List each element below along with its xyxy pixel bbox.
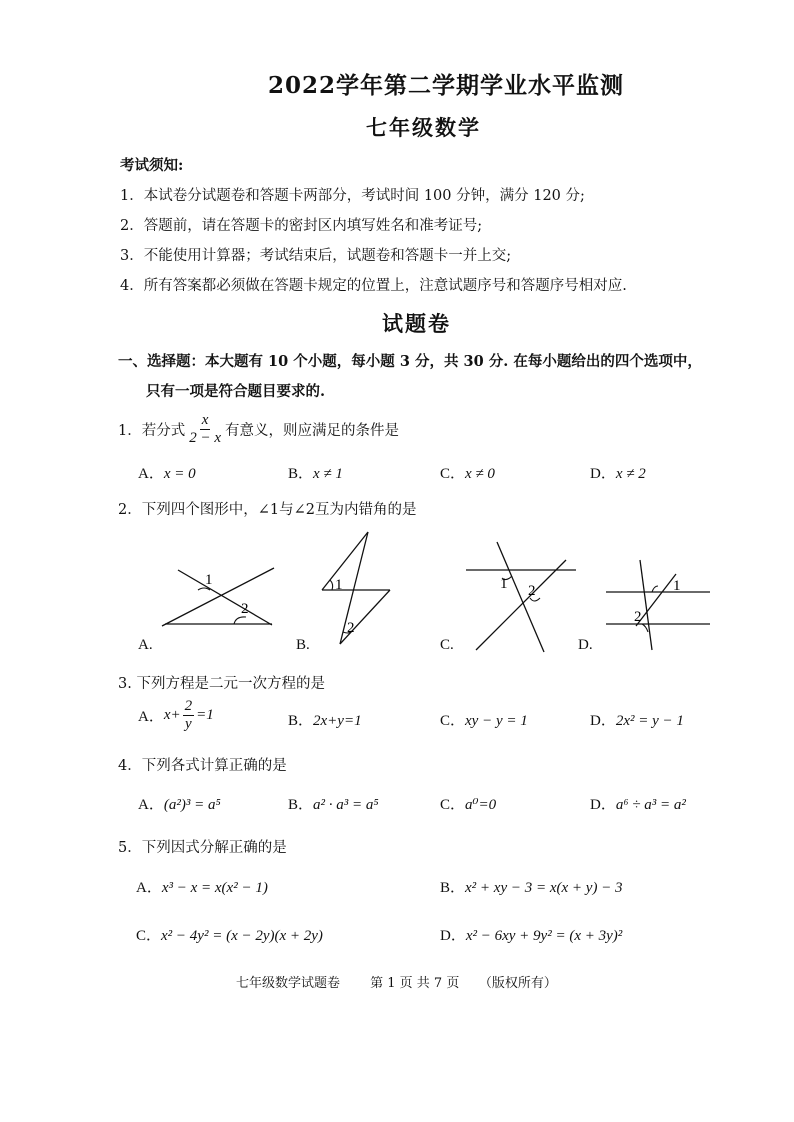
option-letter: D． <box>590 713 616 729</box>
option-letter: D． <box>590 466 616 482</box>
option-text: x² − 4y² = (x − 2y)(x + 2y) <box>161 928 323 944</box>
fraction-denominator: y <box>185 715 192 732</box>
option-text: a⁰=0 <box>465 797 497 813</box>
option-text: x² − 6xy + 9y² = (x + 3y)² <box>465 928 623 944</box>
q1-fraction-numerator: x <box>201 412 209 428</box>
part1-line1: 一、选择题：本大题有 10 个小题，每小题 3 分，共 30 分. 在每小题给出的四个选项中， <box>118 353 702 370</box>
option-text: x³ − x = x(x² − 1) <box>161 880 268 896</box>
page-subtitle: 七年级数学 <box>366 115 481 140</box>
instructions-heading: 考试须知: <box>120 157 184 174</box>
q5-option-a[interactable] <box>136 876 268 897</box>
figure-c <box>462 538 582 656</box>
instruction-item: 1．本试卷分试题卷和答题卡两部分，考试时间 100 分钟，满分 120 分; <box>120 188 585 204</box>
option-text: a² · a³ = a⁵ <box>313 797 379 813</box>
option-letter: D． <box>440 928 466 944</box>
figure-b-label[interactable]: B. <box>296 637 310 653</box>
option-text: 2x+y=1 <box>313 713 362 729</box>
option-letter: A． <box>138 708 164 725</box>
figure-d-label[interactable]: D. <box>578 637 593 653</box>
q1-option-c[interactable] <box>440 462 495 483</box>
option-text: (a²)³ = a⁵ <box>163 797 221 813</box>
angle-1-label: 1 <box>500 576 508 592</box>
q3-option-d[interactable] <box>590 709 684 730</box>
q4-option-c[interactable] <box>440 793 496 814</box>
question-1-stem <box>118 412 399 446</box>
option-letter: C． <box>440 797 466 813</box>
option-letter: D． <box>590 797 616 813</box>
figure-d <box>602 556 714 654</box>
figure-a-label[interactable]: A. <box>138 637 153 653</box>
question-5-stem: 5．下列因式分解正确的是 <box>118 840 287 856</box>
option-letter: B． <box>288 797 314 813</box>
option-letter: C． <box>440 713 466 729</box>
angle-1-label: 1 <box>673 578 681 594</box>
figure-b <box>318 528 398 648</box>
option-text: xy − y = 1 <box>465 713 528 729</box>
angle-2-label: 2 <box>347 620 355 636</box>
q1-option-b[interactable] <box>288 462 343 483</box>
angle-2-label: 2 <box>634 609 642 625</box>
figure-a <box>150 560 280 635</box>
option-text: x² + xy − 3 = x(x + y) − 3 <box>465 880 623 896</box>
q3-option-a[interactable] <box>138 698 214 732</box>
option-letter: A． <box>138 466 164 482</box>
option-letter: C． <box>440 466 466 482</box>
q4-option-b[interactable] <box>288 793 379 814</box>
option-text: x ≠ 1 <box>313 466 343 482</box>
q3-option-c[interactable] <box>440 709 528 730</box>
question-2-stem: 2．下列四个图形中，∠1与∠2互为内错角的是 <box>118 502 417 518</box>
question-4-stem: 4．下列各式计算正确的是 <box>118 758 287 774</box>
q4-option-d[interactable] <box>590 793 686 814</box>
q4-option-a[interactable] <box>138 793 221 814</box>
section-title: 试题卷 <box>382 311 451 336</box>
instruction-item: 4．所有答案都必须做在答题卡规定的位置上，注意试题序号和答题序号相对应. <box>120 278 627 294</box>
option-text: x ≠ 0 <box>465 466 495 482</box>
option-letter: A． <box>138 797 164 813</box>
q5-option-c[interactable] <box>136 924 323 945</box>
angle-2-label: 2 <box>241 601 249 617</box>
instruction-item: 2．答题前，请在答题卡的密封区内填写姓名和准考证号; <box>120 218 483 234</box>
option-text-post: =1 <box>196 706 214 723</box>
part1-line2: 只有一项是符合题目要求的. <box>146 383 326 400</box>
option-letter: A． <box>136 880 162 896</box>
q3-option-b[interactable] <box>288 709 362 730</box>
option-letter: B． <box>288 466 314 482</box>
page-title: 2022学年第二学期学业水平监测 <box>268 72 625 99</box>
question-3-stem: 3. 下列方程是二元一次方程的是 <box>118 676 325 692</box>
q1-option-a[interactable] <box>138 462 196 483</box>
figure-c-label[interactable]: C. <box>440 637 454 653</box>
q5-option-d[interactable] <box>440 924 622 945</box>
fraction-numerator: 2 <box>184 698 193 714</box>
option-letter: B． <box>440 880 466 896</box>
q5-option-b[interactable] <box>440 876 623 897</box>
q1-fraction-denominator: 2 − x <box>189 429 222 446</box>
q1-prefix: 1．若分式 <box>118 422 186 439</box>
instruction-item: 3．不能使用计算器；考试结束后，试题卷和答题卡一并上交; <box>120 248 512 264</box>
option-text-pre: x+ <box>163 706 181 723</box>
angle-1-label: 1 <box>335 577 343 593</box>
option-text: x ≠ 2 <box>615 466 646 482</box>
angle-2-label: 2 <box>528 583 536 599</box>
option-text: x = 0 <box>163 466 196 482</box>
option-text: 2x² = y − 1 <box>615 713 684 729</box>
option-fraction <box>183 698 195 732</box>
q1-fraction <box>187 412 223 446</box>
q1-suffix: 有意义，则应满足的条件是 <box>225 422 400 439</box>
option-text: a⁶ ÷ a³ = a² <box>615 797 686 813</box>
page-footer: 七年级数学试题卷 第 1 页 共 7 页 （版权所有） <box>236 976 557 991</box>
option-letter: B． <box>288 713 314 729</box>
option-letter: C． <box>136 928 162 944</box>
q1-option-d[interactable] <box>590 462 646 483</box>
angle-1-label: 1 <box>205 572 213 588</box>
